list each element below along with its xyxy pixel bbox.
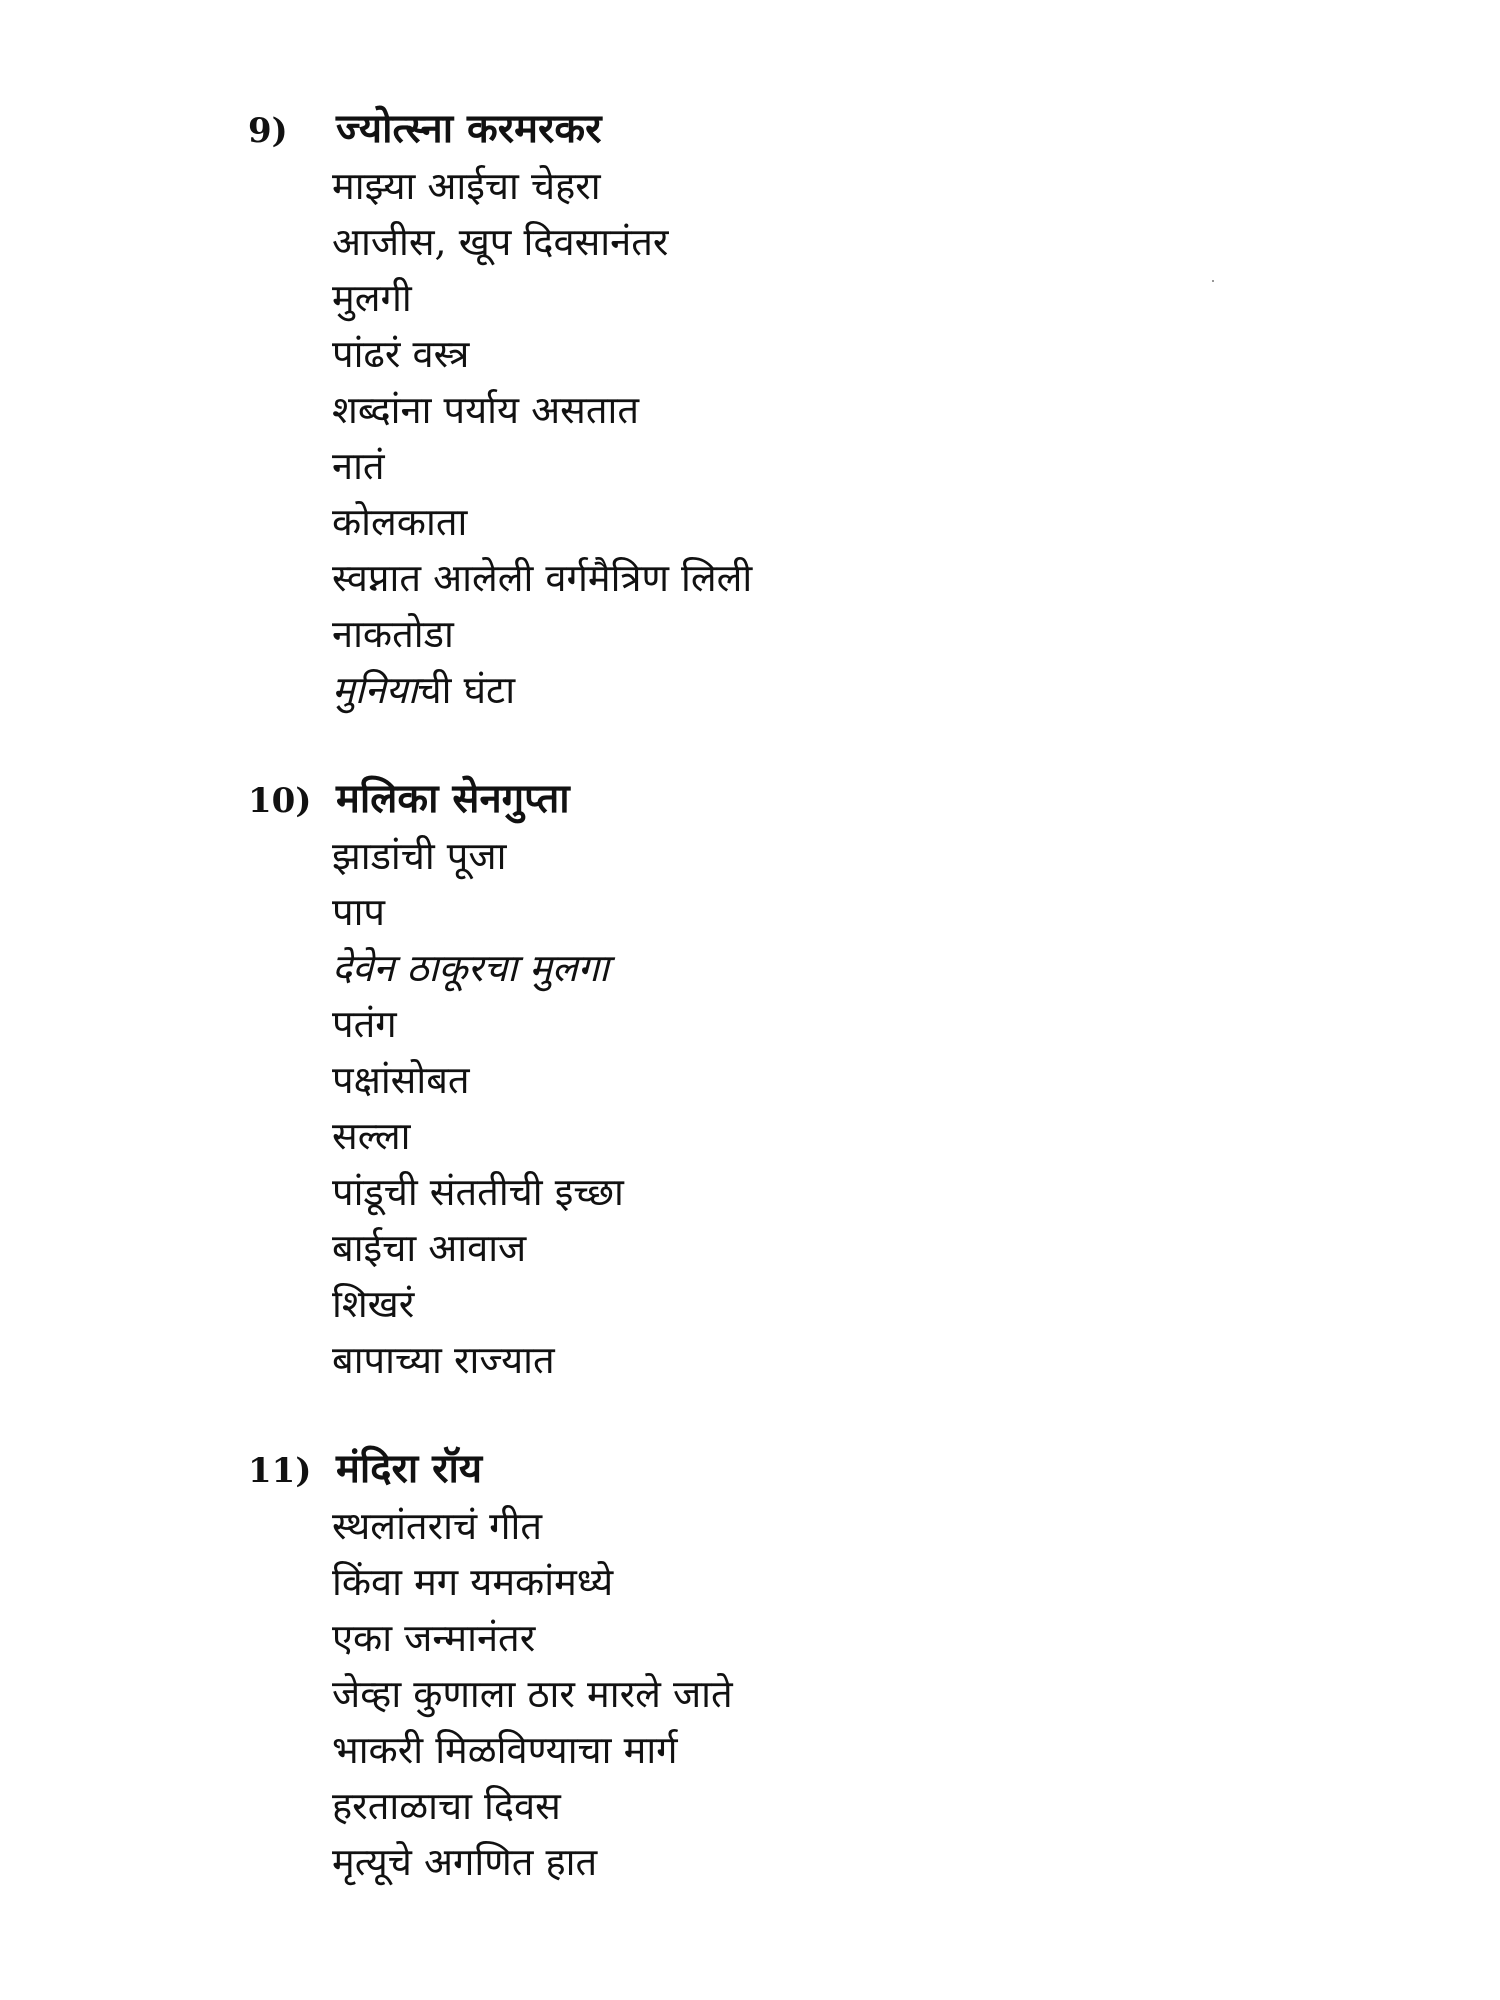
section-number: 10) bbox=[248, 781, 312, 821]
scan-speck bbox=[1212, 280, 1214, 282]
author-name: मंदिरा रॉय bbox=[336, 1445, 483, 1492]
poem-title: हरताळाचा दिवस bbox=[332, 1784, 561, 1828]
poem-title: मृत्यूचे अगणित हात bbox=[332, 1840, 598, 1884]
poem-title: एका जन्मानंतर bbox=[332, 1616, 536, 1660]
poem-title: बाईचा आवाज bbox=[332, 1226, 527, 1270]
poem-title: झाडांची पूजा bbox=[332, 834, 507, 878]
poem-title: शिखरं bbox=[332, 1282, 415, 1326]
poem-title-italic: मुनिया bbox=[332, 668, 418, 712]
section-number: 11) bbox=[248, 1451, 312, 1491]
section-heading bbox=[248, 100, 1248, 158]
section-heading bbox=[248, 1440, 1248, 1498]
poem-title-italic: देवेन ठाकूरचा मुलगा bbox=[332, 946, 609, 990]
poem-title-rest: ची घंटा bbox=[417, 668, 516, 712]
poem-title: पतंग bbox=[332, 1002, 397, 1046]
poem-title: शब्दांना पर्याय असतात bbox=[332, 388, 639, 432]
poem-list bbox=[248, 828, 1248, 1388]
section-10 bbox=[248, 770, 1248, 1388]
poem-title: स्वप्नात आलेली वर्गमैत्रिण लिली bbox=[332, 556, 753, 600]
poem-list bbox=[248, 1498, 1248, 1890]
poem-title: पाप bbox=[332, 890, 386, 934]
section-heading bbox=[248, 770, 1248, 828]
poem-title: भाकरी मिळविण्याचा मार्ग bbox=[332, 1728, 678, 1772]
poem-title bbox=[332, 662, 1248, 718]
poem-title: पांडूची संततीची इच्छा bbox=[332, 1170, 624, 1214]
poem-title: नाकतोडा bbox=[332, 612, 454, 656]
poem-title: पक्षांसोबत bbox=[332, 1058, 470, 1102]
poem-title: जेव्हा कुणाला ठार मारले जाते bbox=[332, 1672, 733, 1716]
poem-title: मुलगी bbox=[332, 276, 412, 320]
poem-title: किंवा मग यमकांमध्ये bbox=[332, 1560, 614, 1604]
poem-title: स्थलांतराचं गीत bbox=[332, 1504, 543, 1548]
section-11 bbox=[248, 1440, 1248, 1890]
poem-title: आजीस, खूप दिवसानंतर bbox=[332, 220, 669, 264]
author-name: मलिका सेनगुप्ता bbox=[336, 775, 570, 822]
section-number: 9) bbox=[248, 111, 288, 151]
poem-title: नातं bbox=[332, 444, 385, 488]
poem-title: बापाच्या राज्यात bbox=[332, 1338, 555, 1382]
section-9 bbox=[248, 100, 1248, 718]
poem-title bbox=[332, 940, 1248, 996]
poem-title: सल्ला bbox=[332, 1114, 411, 1158]
poem-title: कोलकाता bbox=[332, 500, 468, 544]
poem-title: माझ्या आईचा चेहरा bbox=[332, 164, 601, 208]
poem-title: पांढरं वस्त्र bbox=[332, 332, 470, 376]
poem-list bbox=[248, 158, 1248, 718]
author-name: ज्योत्स्ना करमरकर bbox=[336, 105, 602, 152]
